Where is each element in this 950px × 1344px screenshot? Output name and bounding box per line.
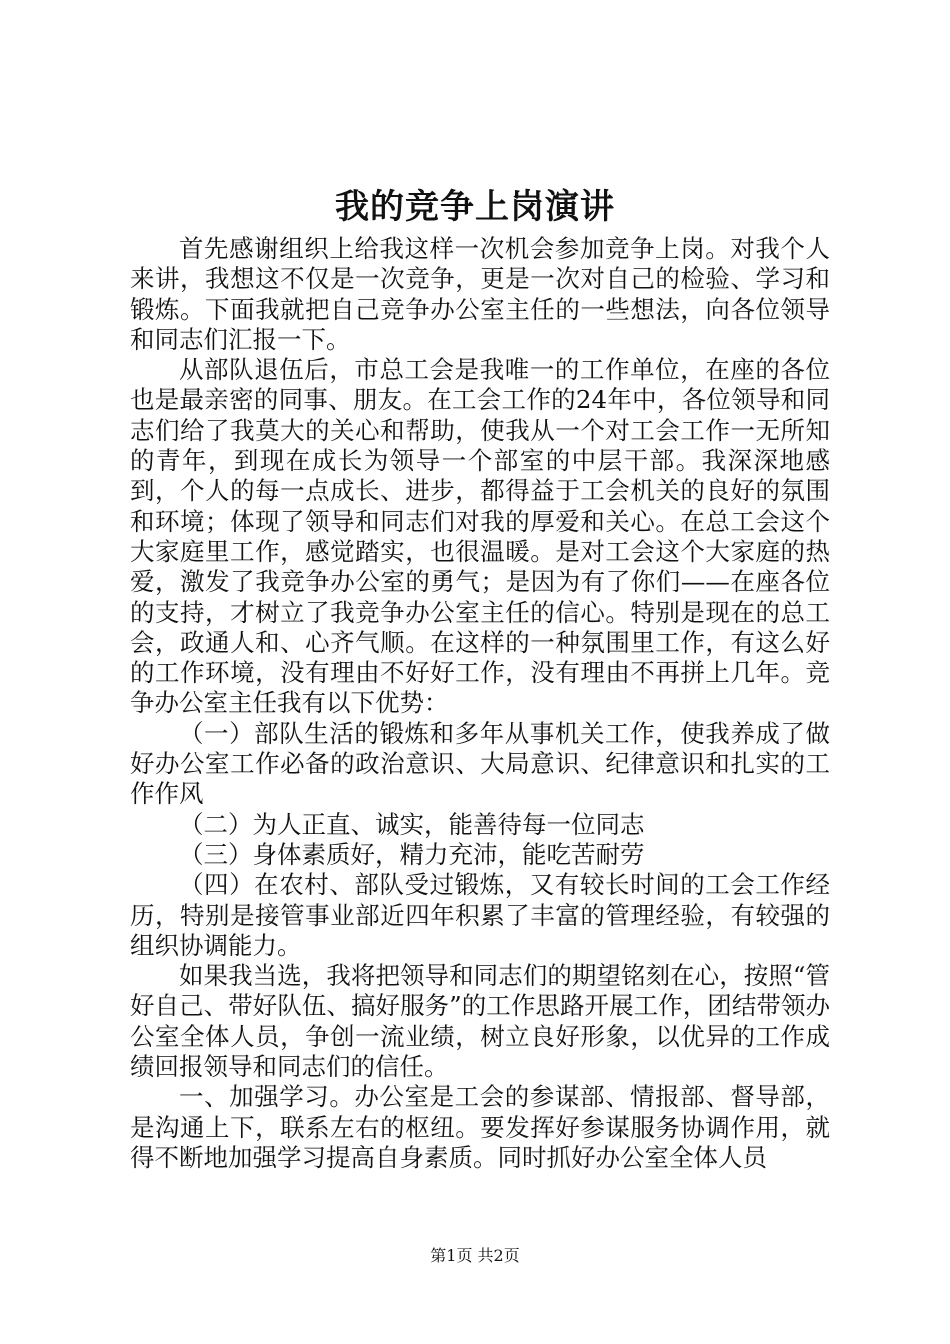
paragraph-advantage-1: （一）部队生活的锻炼和多年从事机关工作，使我养成了做好办公室工作必备的政治意识、大局意识、纪律意识和扎实的工作作风 bbox=[130, 718, 830, 809]
paragraph-intro: 首先感谢组织上给我这样一次机会参加竞争上岗。对我个人来讲，我想这不仅是一次竞争，更是一次对自己的检验、学习和锻炼。下面我就把自己竞争办公室主任的一些想法，向各位领导和同志们汇报一下。 bbox=[130, 234, 830, 354]
paragraph-advantage-4: （四）在农村、部队受过锻炼，又有较长时间的工会工作经历，特别是接管事业部近四年积累了丰富的管理经验，有较强的组织协调能力。 bbox=[130, 870, 830, 960]
paragraph-plan: 如果我当选，我将把领导和同志们的期望铭刻在心，按照“管好自己、带好队伍、搞好服务”的工作思路开展工作，团结带领办公室全体人员，争创一流业绩，树立良好形象，以优异的工作成绩回报领导和同志们的信任。 bbox=[130, 961, 830, 1082]
document-title: 我的竞争上岗演讲 bbox=[335, 187, 615, 227]
document-body bbox=[130, 234, 830, 1173]
page-number-footer: 第1页 共2页 bbox=[430, 1246, 520, 1265]
paragraph-advantage-2: （二）为人正直、诚实，能善待每一位同志 bbox=[179, 809, 645, 839]
paragraph-study: 一、加强学习。办公室是工会的参谋部、情报部、督导部，是沟通上下，联系左右的枢纽。要发挥好参谋服务协调作用，就得不断地加强学习提高自身素质。同时抓好办公室全体人员 bbox=[130, 1082, 830, 1172]
paragraph-advantage-3: （三）身体素质好，精力充沛，能吃苦耐劳 bbox=[179, 839, 645, 869]
paragraph-background: 从部队退伍后，市总工会是我唯一的工作单位，在座的各位也是最亲密的同事、朋友。在工会工作的24年中，各位领导和同志们给了我莫大的关心和帮助，使我从一个对工会工作一无所知的青年，到现在成长为领导一个部室的中层干部。我深深地感到，个人的每一点成长、进步，都得益于工会机关的良好的氛围和环境；体现了领导和同志们对我的厚爱和关心。在总工会这个大家庭里工作，感觉踏实，也很温暖。是对工会这个大家庭的热爱，激发了我竞争办公室的勇气；是因为有了你们——在座各位的支持，才树立了我竞争办公室主任的信心。特别是现在的总工会，政通人和、心齐气顺。在这样的一种氛围里工作，有这么好的工作环境，没有理由不好好工作，没有理由不再拼上几年。竞争办公室主任我有以下优势： bbox=[130, 355, 830, 718]
